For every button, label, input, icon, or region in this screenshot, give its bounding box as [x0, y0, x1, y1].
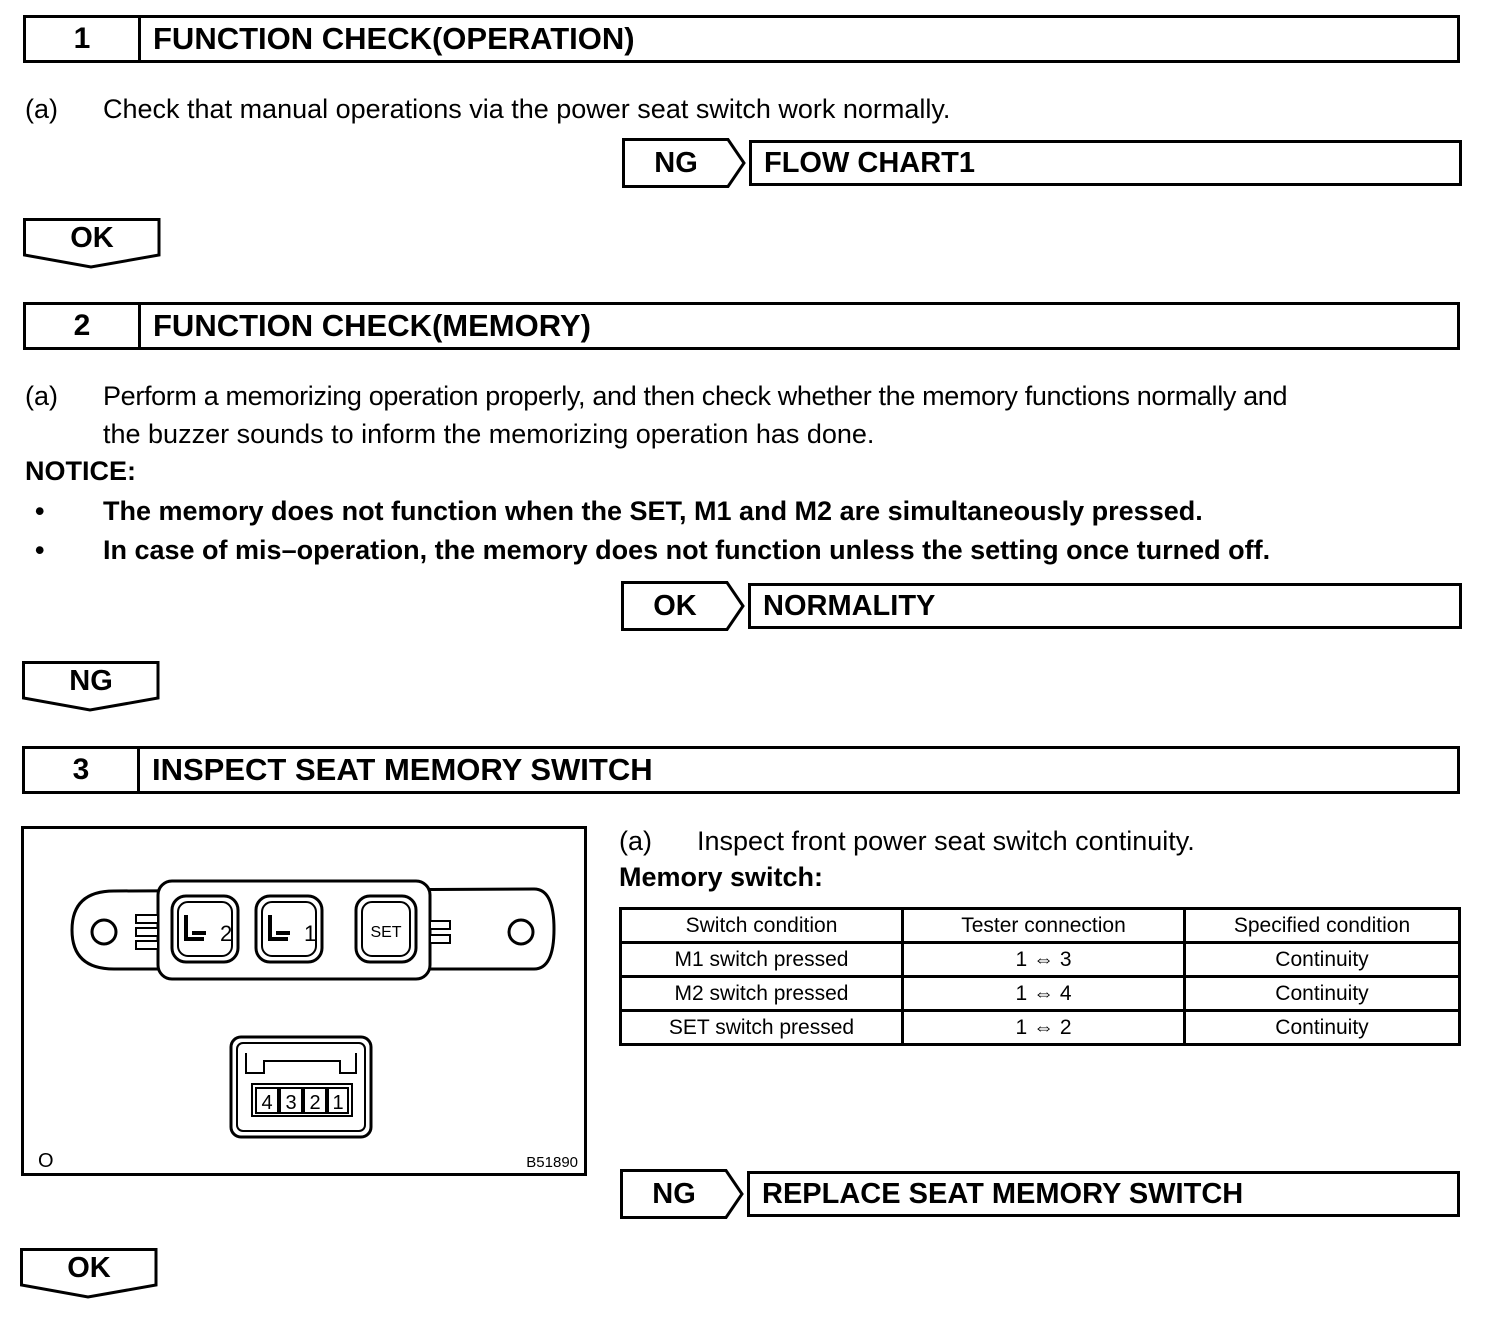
table-cell: 1 ⇔ 2	[903, 1011, 1185, 1045]
step-1-ok-arrow	[23, 218, 163, 270]
ng-label: NG	[652, 1177, 696, 1210]
button-m1-label: 1	[304, 921, 317, 946]
item-text: Inspect front power seat switch continuity.	[697, 826, 1195, 856]
table-row	[621, 1011, 1460, 1045]
item-tag: (a)	[25, 381, 58, 411]
step-3-item-a	[619, 822, 1469, 862]
result-flow-chart: FLOW CHART1	[749, 140, 1462, 186]
table-cell: SET switch pressed	[621, 1011, 903, 1045]
step-3-header	[22, 746, 1460, 794]
notice-text: In case of mis–operation, the memory does not function unless the setting once turned off.	[103, 535, 1271, 565]
table-row	[621, 977, 1460, 1011]
notice-label: NOTICE:	[25, 456, 136, 486]
pin-label: 4	[261, 1092, 273, 1114]
bullet-icon: •	[35, 535, 45, 565]
column-header: Specified condition	[1185, 909, 1460, 943]
table-row	[621, 943, 1460, 977]
table-cell: Continuity	[1185, 977, 1460, 1011]
step-1-item-a	[25, 90, 1465, 130]
ok-label: OK	[67, 1251, 111, 1284]
column-header: Switch condition	[621, 909, 903, 943]
pin-label: 3	[285, 1092, 297, 1114]
table-cell: M1 switch pressed	[621, 943, 903, 977]
continuity-table	[619, 907, 1461, 1046]
step-number: 3	[25, 749, 140, 791]
notice-text: The memory does not function when the SET, M1 and M2 are simultaneously pressed.	[103, 496, 1203, 526]
item-text-line-1: Perform a memorizing operation properly, and then check whether the memory functions normally and	[103, 381, 1288, 411]
item-tag: (a)	[25, 94, 58, 124]
step-3-ok-arrow	[20, 1248, 160, 1300]
ng-label: NG	[654, 146, 698, 179]
result-normality: NORMALITY	[748, 583, 1462, 629]
step-2-ng-arrow	[22, 661, 162, 713]
step-title: FUNCTION CHECK(MEMORY)	[153, 308, 591, 343]
table-cell: 1 ⇔ 3	[903, 943, 1185, 977]
column-header: Tester connection	[903, 909, 1185, 943]
figure-code: B51890	[526, 1154, 578, 1171]
step-1-ng-result	[622, 138, 1462, 188]
result-replace-switch: REPLACE SEAT MEMORY SWITCH	[747, 1171, 1460, 1217]
step-2-header	[23, 302, 1460, 350]
bullet-icon: •	[35, 496, 45, 526]
item-tag: (a)	[619, 826, 652, 856]
pin-label: 2	[309, 1092, 321, 1114]
step-2-item-a	[25, 377, 1485, 457]
memory-switch-subheading: Memory switch:	[619, 862, 824, 892]
step-2-ok-result	[621, 581, 1462, 631]
table-header-row	[621, 909, 1460, 943]
item-text-line-2: the buzzer sounds to inform the memorizing operation has done.	[103, 419, 875, 449]
pin-label: 1	[332, 1092, 344, 1114]
table-cell: M2 switch pressed	[621, 977, 903, 1011]
step-3-ng-result	[620, 1169, 1460, 1219]
table-cell: Continuity	[1185, 943, 1460, 977]
step-1-header	[23, 15, 1460, 63]
step-title: INSPECT SEAT MEMORY SWITCH	[152, 752, 653, 787]
ok-label: OK	[653, 589, 697, 622]
step-title: FUNCTION CHECK(OPERATION)	[153, 21, 635, 56]
step-number: 2	[26, 305, 141, 347]
button-m2-label: 2	[220, 921, 233, 946]
corner-mark: O	[38, 1150, 54, 1172]
ng-label: NG	[69, 664, 113, 697]
switch-figure	[21, 826, 587, 1176]
table-cell: 1 ⇔ 4	[903, 977, 1185, 1011]
step-number: 1	[26, 18, 141, 60]
button-set-label: SET	[370, 924, 402, 941]
ok-label: OK	[70, 221, 114, 254]
item-text: Check that manual operations via the power seat switch work normally.	[103, 94, 951, 124]
table-cell: Continuity	[1185, 1011, 1460, 1045]
seat-memory-switch-diagram	[24, 829, 584, 1173]
